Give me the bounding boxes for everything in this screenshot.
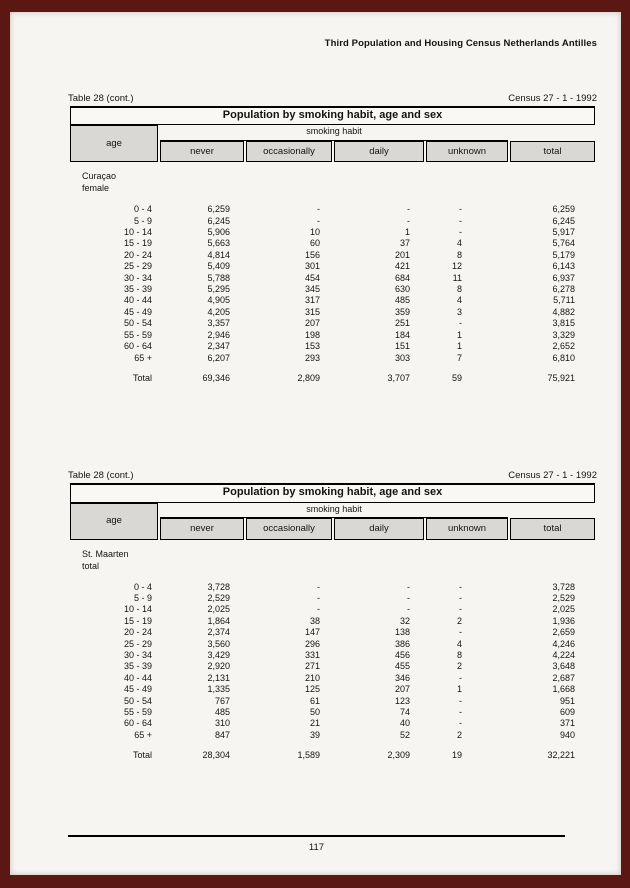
occasionally-cell: -: [317, 604, 320, 615]
column-header-unknown: unknown: [426, 518, 508, 539]
occasionally-cell: 331: [304, 649, 320, 660]
total-cell: 2,529: [552, 592, 576, 603]
unknown-cell: 4: [456, 238, 462, 249]
occasionally-cell: -: [317, 215, 320, 226]
table-caption-left: Table 28 (cont.): [68, 470, 134, 482]
total-row: [70, 364, 595, 384]
never-cell: 5,663: [207, 238, 230, 249]
unknown-cell: 11: [452, 272, 462, 283]
total-cell: 2,025: [552, 604, 576, 615]
age-cell: 65 +: [134, 729, 152, 740]
table-row: [70, 227, 595, 238]
total-cell: 2,652: [552, 341, 576, 352]
unknown-cell: -: [459, 204, 462, 215]
unknown-cell: 4: [456, 638, 462, 649]
total-cell: 4,246: [552, 638, 576, 649]
unknown-cell: -: [459, 627, 462, 638]
table-row: [70, 273, 595, 284]
never-cell: 2,920: [207, 661, 230, 672]
never-cell: 2,025: [207, 604, 230, 615]
total-cell: 3,648: [552, 661, 576, 672]
never-cell: 2,946: [207, 329, 230, 340]
subgroup-line-2: total: [82, 560, 100, 571]
table-row: [70, 284, 595, 295]
unknown-cell: -: [459, 318, 462, 329]
total-cell: 3,815: [552, 318, 576, 329]
unknown-cell: 8: [456, 284, 462, 295]
never-cell: 3,560: [207, 638, 230, 649]
never-cell: 847: [214, 729, 230, 740]
occasionally-cell: 156: [304, 249, 320, 260]
table-row: [70, 330, 595, 341]
occasionally-cell: 10: [309, 227, 320, 238]
age-cell: 25 - 29: [123, 638, 152, 649]
never-cell: 5,295: [207, 284, 230, 295]
page-number: 117: [308, 842, 325, 853]
never-cell: 6,207: [207, 352, 230, 363]
occasionally-cell: -: [317, 204, 320, 215]
column-header-occasionally: occasionally: [246, 518, 332, 539]
daily-cell: 184: [394, 329, 410, 340]
age-cell: 20 - 24: [123, 249, 152, 260]
occasionally-cell: 315: [304, 306, 320, 317]
total-cell: 2,687: [552, 672, 576, 683]
table-title: Population by smoking habit, age and sex: [70, 483, 595, 502]
table-row: [70, 639, 595, 650]
age-cell: 45 - 49: [123, 684, 152, 695]
total-cell: 940: [560, 729, 576, 740]
total-cell: 609: [560, 707, 576, 717]
census-table: [68, 483, 597, 761]
daily-cell: 456: [394, 649, 410, 660]
daily-cell: -: [407, 215, 410, 226]
unknown-cell: -: [459, 718, 462, 729]
occasionally-cell: 60: [309, 238, 320, 249]
unknown-cell: 1: [456, 684, 462, 695]
total-cell: 1,936: [552, 615, 576, 626]
group-header-row: [70, 503, 595, 518]
never-cell: 1,335: [207, 684, 230, 695]
daily-cell: 386: [394, 638, 410, 649]
unknown-cell: 8: [456, 249, 462, 260]
total-cell: 4,882: [552, 306, 576, 317]
table-row: [70, 295, 595, 306]
unknown-cell: 4: [456, 295, 462, 306]
never-cell: 5,409: [207, 261, 230, 272]
table-row: [70, 353, 595, 364]
group-header-smoking-habit: smoking habit: [160, 503, 508, 518]
daily-cell: 37: [399, 238, 410, 249]
never-cell: 2,529: [207, 592, 230, 603]
total-label: Total: [132, 750, 152, 761]
total-label: Total: [132, 372, 152, 383]
total-never-cell: 69,346: [202, 372, 230, 383]
unknown-cell: 2: [456, 661, 462, 672]
table-row: [70, 730, 595, 741]
daily-cell: 138: [394, 627, 410, 638]
age-cell: 55 - 59: [123, 707, 152, 717]
occasionally-cell: 153: [304, 341, 320, 352]
age-cell: 0 - 4: [133, 581, 152, 592]
table-row: [70, 696, 595, 707]
never-cell: 2,131: [207, 672, 230, 683]
group-header-smoking-habit: smoking habit: [160, 125, 508, 140]
occasionally-cell: 296: [304, 638, 320, 649]
table-caption-right: Census 27 - 1 - 1992: [508, 470, 597, 482]
age-cell: 10 - 14: [123, 604, 152, 615]
daily-cell: 151: [394, 341, 410, 352]
age-cell: 15 - 19: [123, 238, 152, 249]
column-header-daily: daily: [334, 518, 424, 539]
daily-cell: -: [407, 604, 410, 615]
total-total-cell: 75,921: [547, 372, 576, 383]
column-header-total: total: [510, 141, 595, 162]
table-row: [70, 250, 595, 261]
unknown-cell: -: [459, 581, 462, 592]
scanned-page: [10, 12, 621, 875]
unknown-cell: 3: [456, 306, 462, 317]
table-row: [70, 661, 595, 672]
total-cell: 5,711: [553, 295, 576, 306]
daily-cell: 359: [394, 306, 410, 317]
occasionally-cell: 271: [304, 661, 320, 672]
age-cell: 5 - 9: [133, 215, 152, 226]
age-cell: 30 - 34: [123, 272, 152, 283]
unknown-cell: -: [459, 672, 462, 683]
total-cell: 6,143: [552, 261, 576, 272]
never-cell: 2,374: [207, 627, 230, 638]
total-cell: 6,937: [552, 272, 576, 283]
age-cell: 50 - 54: [123, 318, 152, 329]
page-content: [68, 38, 597, 762]
total-cell: 371: [560, 718, 576, 729]
daily-cell: 630: [394, 284, 410, 295]
unknown-cell: 2: [456, 729, 462, 740]
unknown-cell: -: [459, 604, 462, 615]
total-occasionally-cell: 2,809: [297, 372, 320, 383]
table-row: [70, 216, 595, 227]
age-cell: 25 - 29: [123, 261, 152, 272]
age-cell: 35 - 39: [123, 284, 152, 295]
never-cell: 1,864: [207, 615, 230, 626]
table-row: [70, 616, 595, 627]
table-caption: [68, 93, 597, 104]
table-row: [70, 673, 595, 684]
table-row: [70, 593, 595, 604]
table-title: Population by smoking habit, age and sex: [70, 106, 595, 125]
daily-cell: 421: [394, 261, 410, 272]
age-cell: 35 - 39: [123, 661, 152, 672]
total-cell: 6,245: [552, 215, 576, 226]
total-cell: 6,259: [552, 204, 576, 215]
occasionally-cell: -: [317, 581, 320, 592]
page-footer: [68, 835, 565, 853]
total-cell: 5,917: [552, 227, 576, 238]
total-section: [70, 741, 595, 761]
column-header-never: never: [160, 141, 244, 162]
total-unknown-cell: 19: [451, 750, 462, 761]
daily-cell: 40: [399, 718, 410, 729]
occasionally-cell: 345: [304, 284, 320, 295]
daily-cell: 1: [404, 227, 410, 238]
total-cell: 6,810: [552, 352, 576, 363]
column-header-total: total: [510, 518, 595, 539]
header-spacer: [510, 503, 595, 518]
table-caption-left: Table 28 (cont.): [68, 93, 134, 104]
document-header: Third Population and Housing Census Netherlands Antilles: [324, 38, 597, 49]
age-cell: 15 - 19: [123, 615, 152, 626]
table-row: [70, 718, 595, 729]
table-section-st-maarten-total: [68, 470, 597, 761]
occasionally-cell: 147: [304, 627, 320, 638]
table-caption-right: Census 27 - 1 - 1992: [508, 93, 597, 104]
unknown-cell: 1: [456, 341, 462, 352]
daily-cell: 455: [394, 661, 410, 672]
daily-cell: 201: [394, 249, 410, 260]
title-row: [70, 483, 595, 502]
table-row: [70, 627, 595, 638]
age-cell: 60 - 64: [123, 718, 152, 729]
occasionally-cell: 317: [304, 295, 320, 306]
total-cell: 5,764: [552, 238, 576, 249]
never-cell: 5,788: [207, 272, 230, 283]
header-spacer: [510, 125, 595, 140]
data-rows: [70, 582, 595, 742]
unknown-cell: 1: [456, 329, 462, 340]
daily-cell: 74: [399, 707, 410, 717]
table-row: [70, 307, 595, 318]
unknown-cell: -: [459, 215, 462, 226]
column-header-daily: daily: [334, 141, 424, 162]
group-header-row: [70, 125, 595, 140]
total-cell: 4,224: [552, 649, 576, 660]
daily-cell: 346: [394, 672, 410, 683]
total-cell: 1,668: [552, 684, 576, 695]
daily-cell: 207: [394, 684, 410, 695]
daily-cell: 123: [394, 695, 410, 706]
daily-cell: 32: [399, 615, 410, 626]
age-cell: 40 - 44: [123, 295, 152, 306]
age-cell: 65 +: [134, 352, 152, 363]
total-cell: 951: [560, 695, 576, 706]
total-daily-cell: 2,309: [387, 750, 410, 761]
table-row: [70, 707, 595, 718]
unknown-cell: -: [459, 227, 462, 238]
table-row: [70, 582, 595, 593]
occasionally-cell: 125: [304, 684, 320, 695]
age-cell: 30 - 34: [123, 649, 152, 660]
subgroup-labels: [70, 162, 595, 204]
occasionally-cell: 207: [304, 318, 320, 329]
occasionally-cell: -: [317, 592, 320, 603]
age-cell: 45 - 49: [123, 306, 152, 317]
column-header-unknown: unknown: [426, 141, 508, 162]
never-cell: 310: [214, 718, 230, 729]
occasionally-cell: 38: [309, 615, 320, 626]
daily-cell: 251: [394, 318, 410, 329]
daily-cell: -: [407, 204, 410, 215]
occasionally-cell: 293: [304, 352, 320, 363]
age-cell: 20 - 24: [123, 627, 152, 638]
table-row: [70, 318, 595, 329]
never-cell: 4,814: [207, 249, 230, 260]
occasionally-cell: 50: [309, 707, 320, 717]
occasionally-cell: 61: [309, 695, 320, 706]
never-cell: 3,357: [207, 318, 230, 329]
table-row: [70, 261, 595, 272]
table-row: [70, 204, 595, 215]
total-cell: 6,278: [552, 284, 576, 295]
daily-cell: 684: [394, 272, 410, 283]
daily-cell: 485: [394, 295, 410, 306]
unknown-cell: 8: [456, 649, 462, 660]
daily-cell: 52: [399, 729, 410, 740]
never-cell: 6,259: [207, 204, 230, 215]
age-cell: 60 - 64: [123, 341, 152, 352]
total-cell: 3,728: [552, 581, 576, 592]
table-caption: [68, 470, 597, 481]
total-unknown-cell: 59: [451, 372, 462, 383]
total-row: [70, 741, 595, 761]
unknown-cell: 7: [456, 352, 462, 363]
subgroup-line-1: Curaçao: [82, 171, 117, 182]
never-cell: 4,205: [207, 306, 230, 317]
age-cell: 55 - 59: [123, 329, 152, 340]
occasionally-cell: 39: [309, 729, 320, 740]
column-header-never: never: [160, 518, 244, 539]
never-cell: 3,429: [207, 649, 230, 660]
total-total-cell: 32,221: [547, 750, 576, 761]
age-cell: 5 - 9: [133, 592, 152, 603]
column-header-age: age: [70, 503, 158, 540]
never-cell: 3,728: [207, 581, 230, 592]
data-rows: [70, 204, 595, 364]
total-cell: 2,659: [552, 627, 576, 638]
unknown-cell: -: [459, 707, 462, 717]
age-cell: 50 - 54: [123, 695, 152, 706]
subgroup-line-2: female: [82, 183, 110, 194]
total-cell: 5,179: [552, 249, 576, 260]
never-cell: 2,347: [207, 341, 230, 352]
occasionally-cell: 454: [304, 272, 320, 283]
never-cell: 767: [214, 695, 230, 706]
never-cell: 6,245: [207, 215, 230, 226]
occasionally-cell: 210: [304, 672, 320, 683]
table-section-curacao-female: [68, 93, 597, 384]
total-daily-cell: 3,707: [387, 372, 410, 383]
occasionally-cell: 21: [309, 718, 320, 729]
column-header-occasionally: occasionally: [246, 141, 332, 162]
unknown-cell: 2: [456, 615, 462, 626]
title-row: [70, 106, 595, 125]
daily-cell: -: [407, 581, 410, 592]
column-header-age: age: [70, 125, 158, 162]
occasionally-cell: 301: [304, 261, 320, 272]
daily-cell: -: [407, 592, 410, 603]
total-section: [70, 364, 595, 384]
unknown-cell: -: [459, 695, 462, 706]
table-row: [70, 238, 595, 249]
occasionally-cell: 198: [304, 329, 320, 340]
never-cell: 485: [214, 707, 230, 717]
daily-cell: 303: [394, 352, 410, 363]
total-occasionally-cell: 1,589: [297, 750, 320, 761]
unknown-cell: 12: [451, 261, 462, 272]
table-row: [70, 341, 595, 352]
table-row: [70, 684, 595, 695]
table-row: [70, 604, 595, 615]
age-cell: 0 - 4: [133, 204, 152, 215]
age-cell: 40 - 44: [123, 672, 152, 683]
never-cell: 5,906: [207, 227, 230, 238]
subgroup-labels: [70, 540, 595, 582]
total-cell: 3,329: [552, 329, 576, 340]
total-never-cell: 28,304: [202, 750, 230, 761]
table-row: [70, 650, 595, 661]
never-cell: 4,905: [207, 295, 230, 306]
age-cell: 10 - 14: [123, 227, 152, 238]
census-table: [68, 106, 597, 384]
subgroup-line-1: St. Maarten: [82, 548, 129, 559]
unknown-cell: -: [459, 592, 462, 603]
